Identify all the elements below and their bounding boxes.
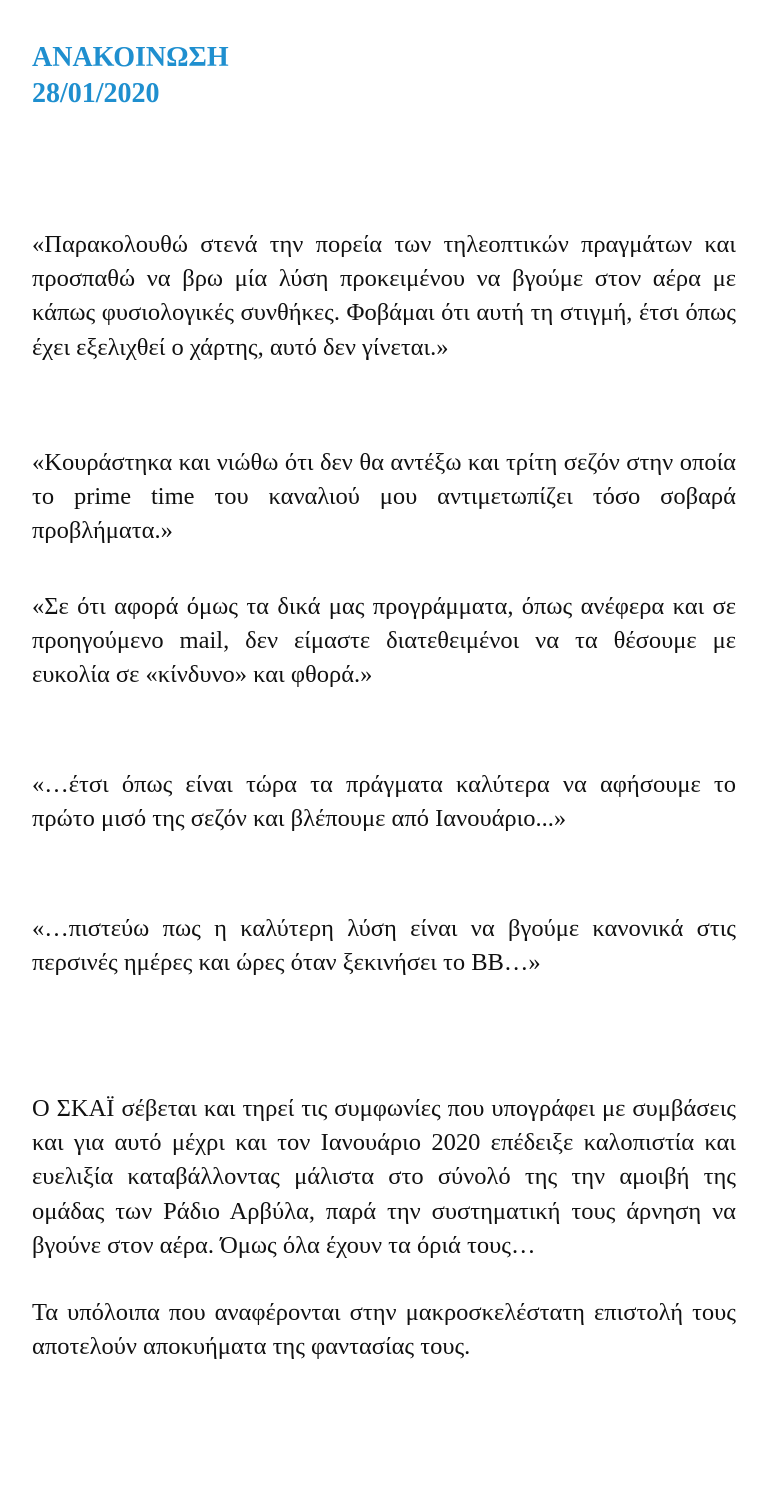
quote-paragraph-1: «Παρακολουθώ στενά την πορεία των τηλεοπτικών πραγμάτων και προσπαθώ να βρω μία λύση προκειμένου να βγούμε στον αέρα με κάπως φυσιολογικές συνθήκες. Φοβάμαι ότι αυτή τη στιγμή, έτσι όπως έχει εξελιχθεί ο χάρτης, αυτό δεν γίνεται.»: [32, 231, 736, 361]
quote-paragraph-4: «…έτσι όπως είναι τώρα τα πράγματα καλύτερα να αφήσουμε το πρώτο μισό της σεζόν και βλέπουμε από Ιανουάριο...»: [32, 771, 736, 833]
closing-paragraph: Τα υπόλοιπα που αναφέρονται στην μακροσκελέστατη επιστολή τους αποτελούν αποκυήματα της φαντασίας τους.: [32, 1299, 736, 1361]
quote-paragraph-3: «Σε ότι αφορά όμως τα δικά μας προγράμματα, όπως ανέφερα και σε προηγούμενο mail, δεν είμαστε διατεθειμένοι να τα θέσουμε με ευκολία σε «κίνδυνο» και φθορά.»: [32, 593, 736, 689]
statement-paragraph: Ο ΣΚΑΪ σέβεται και τηρεί τις συμφωνίες που υπογράφει με συμβάσεις και για αυτό μέχρι και τον Ιανουάριο 2020 επέδειξε καλοπιστία και ευελιξία καταβάλλοντας μάλιστα στο σύνολό της την αμοιβή της ομάδας των Ράδιο Αρβύλα, παρά την συστηματική τους άρνηση να βγούνε στον αέρα. Όμως όλα έχουν τα όριά τους…: [32, 1095, 736, 1259]
quote-paragraph-5: «…πιστεύω πως η καλύτερη λύση είναι να βγούμε κανονικά στις περσινές ημέρες και ώρες όταν ξεκινήσει το ΒΒ…»: [32, 915, 736, 977]
quote-paragraph-2: «Κουράστηκα και νιώθω ότι δεν θα αντέξω και τρίτη σεζόν στην οποία το prime time του καναλιού μου αντιμετωπίζει τόσο σοβαρά προβλήματα.»: [32, 449, 736, 545]
announcement-date: 28/01/2020: [32, 78, 160, 109]
announcement-header: [32, 40, 229, 112]
announcement-title: ΑΝΑΚΟΙΝΩΣΗ: [32, 42, 229, 73]
